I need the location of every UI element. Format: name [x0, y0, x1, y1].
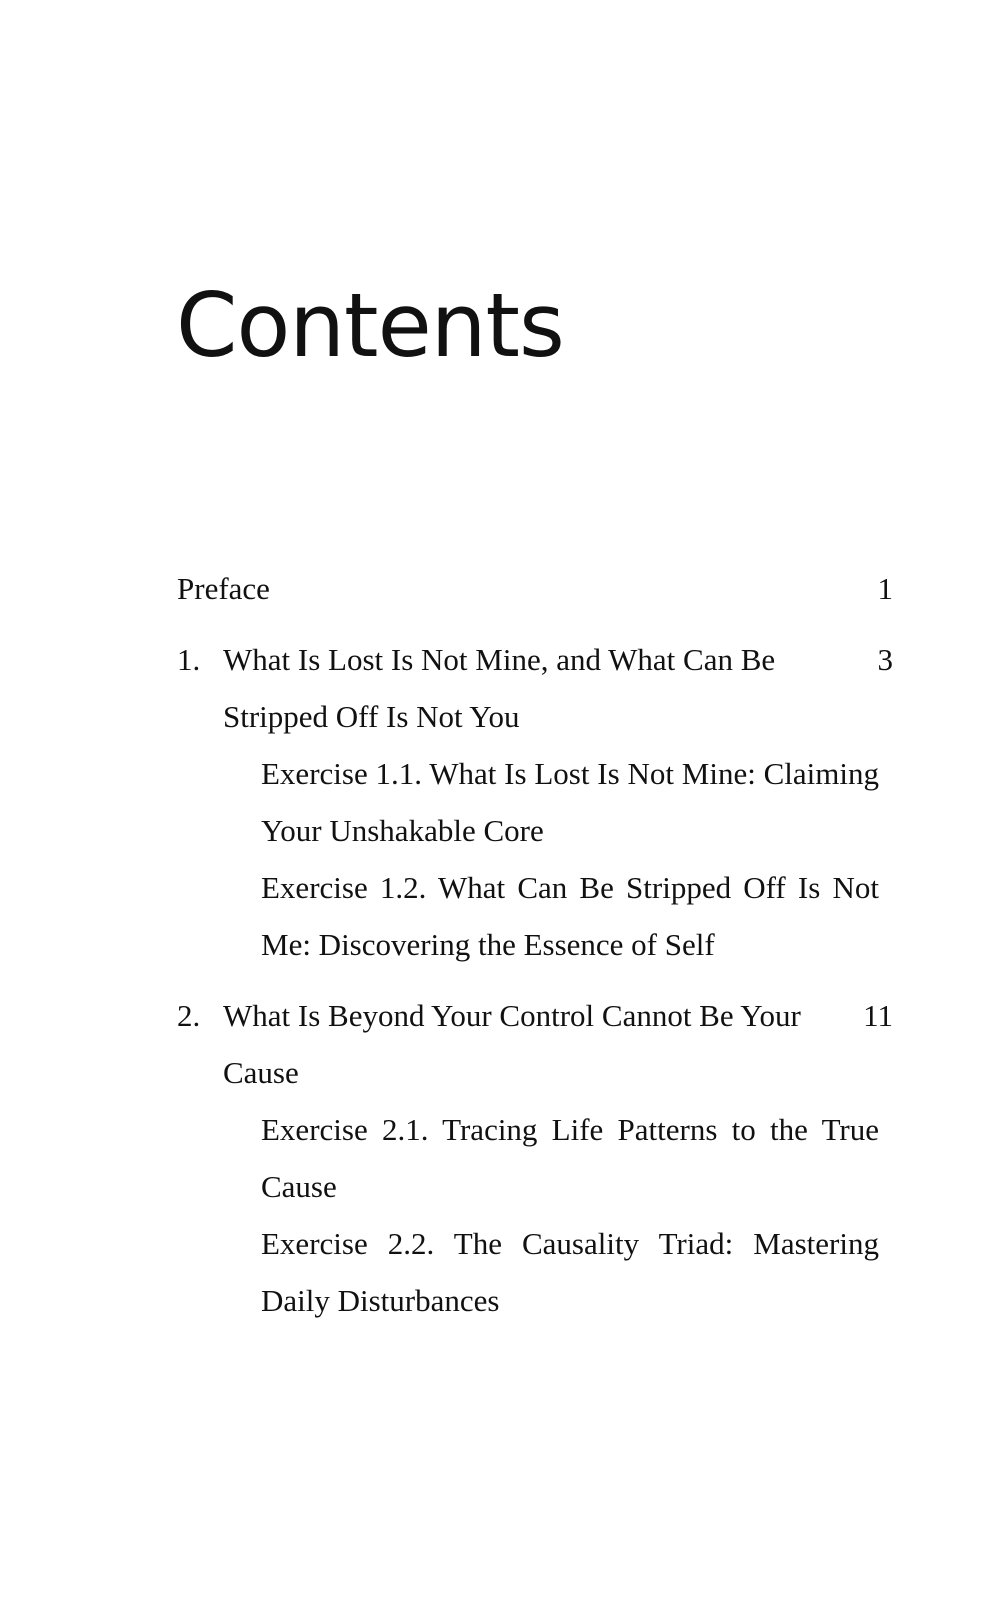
exercise-entry: Exercise 2.2. The Causality Triad: Mastering Daily Disturbances	[261, 1226, 879, 1318]
exercise-list	[261, 1101, 879, 1329]
exercise-entry: Exercise 1.2. What Can Be Stripped Off Is Not Me: Discovering the Essence of Self	[261, 870, 879, 962]
chapter-number: 2.	[177, 998, 201, 1033]
chapter-title: What Is Lost Is Not Mine, and What Can Be Stripped Off Is Not You	[223, 642, 776, 734]
toc-chapter-1	[177, 631, 893, 973]
chapter-page: 11	[863, 998, 893, 1033]
page-title: Contents	[176, 274, 564, 377]
table-of-contents	[177, 560, 893, 1329]
toc-entry-page: 1	[877, 571, 893, 606]
toc-entry-title: Preface	[177, 571, 270, 606]
toc-chapter-2	[177, 987, 893, 1329]
chapter-title: What Is Beyond Your Control Cannot Be Your Cause	[223, 998, 801, 1090]
exercise-list	[261, 745, 879, 973]
toc-entry-preface	[177, 560, 893, 617]
chapter-number: 1.	[177, 642, 201, 677]
chapter-page: 3	[877, 642, 893, 677]
exercise-entry: Exercise 2.1. Tracing Life Patterns to the True Cause	[261, 1112, 879, 1204]
exercise-entry: Exercise 1.1. What Is Lost Is Not Mine: Claiming Your Unshakable Core	[261, 756, 879, 848]
